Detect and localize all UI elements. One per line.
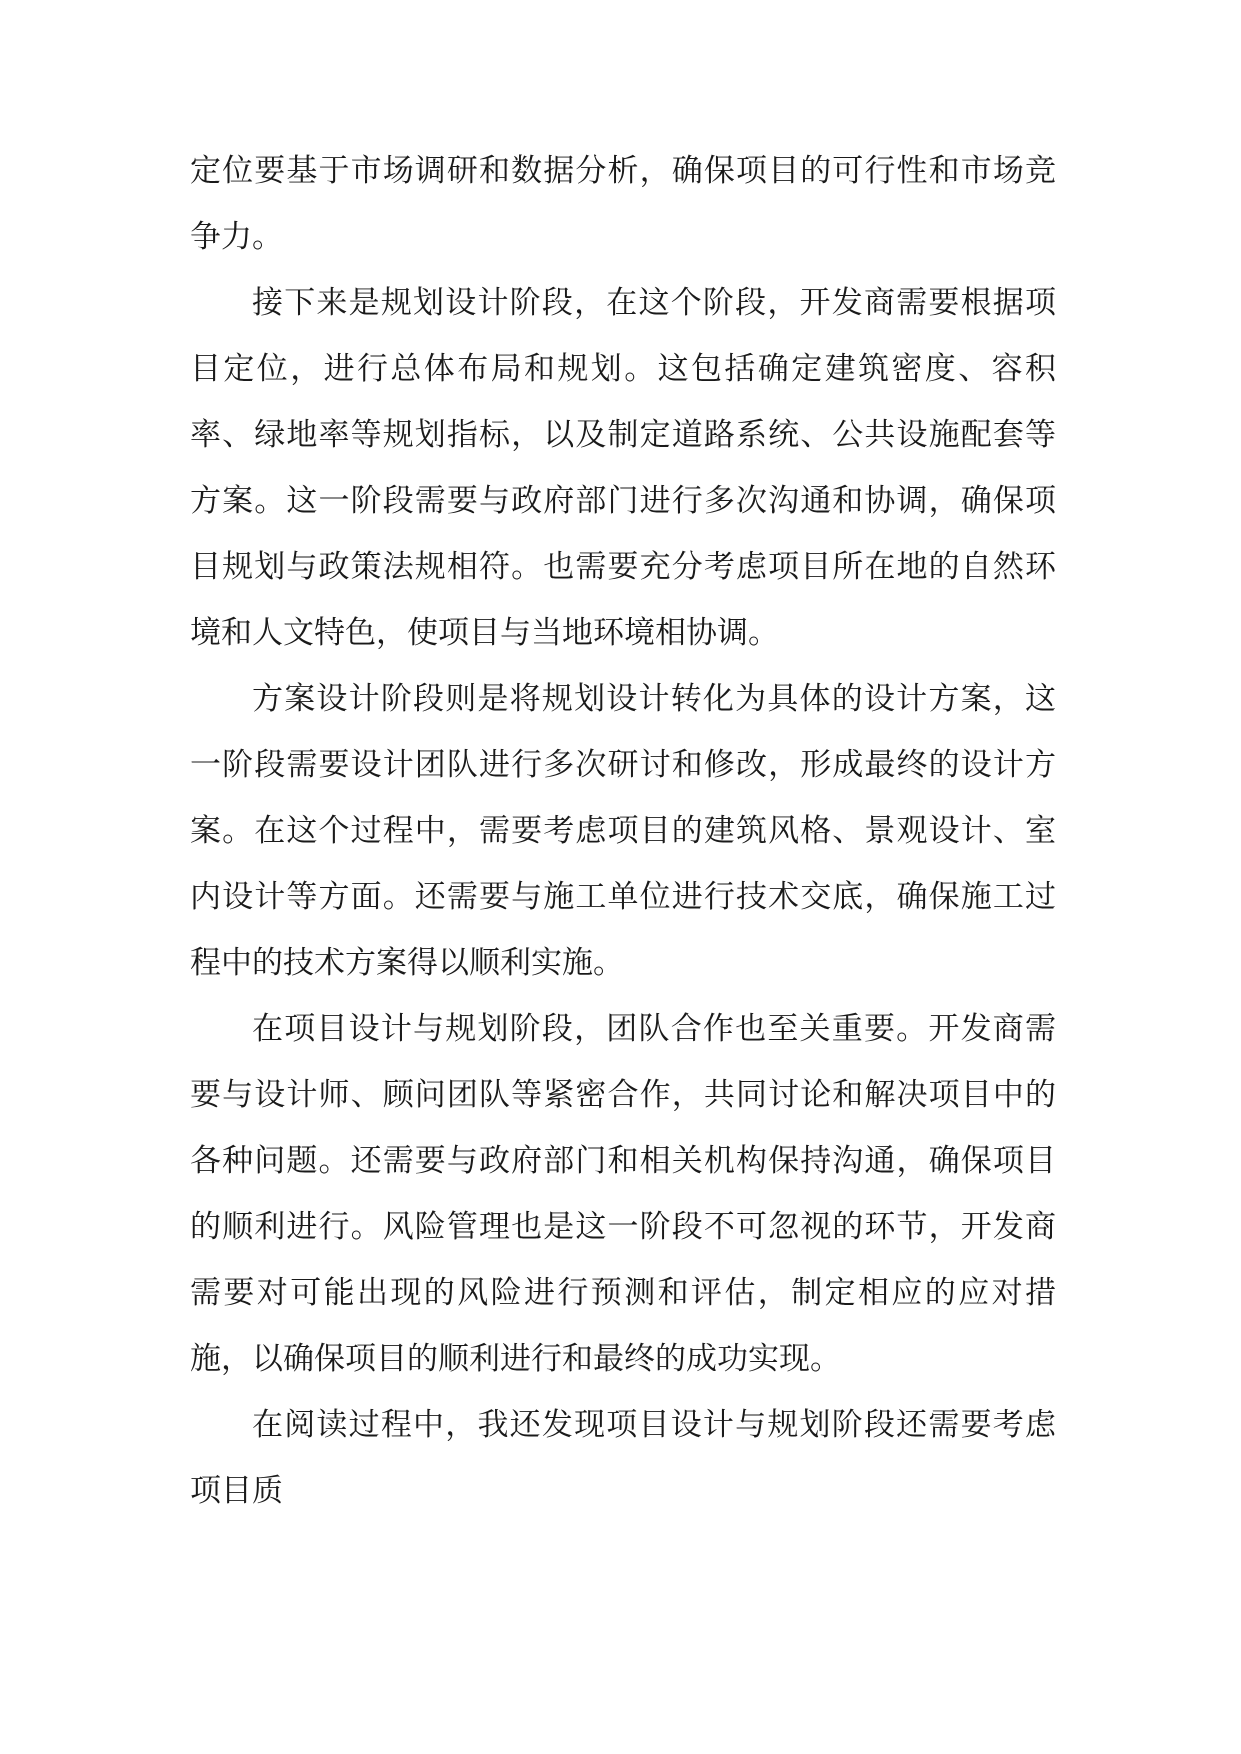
paragraph-3: 方案设计阶段则是将规划设计转化为具体的设计方案，这一阶段需要设计团队进行多次研讨和修改，形成最终的设计方案。在这个过程中，需要考虑项目的建筑风格、景观设计、室内设计等方面。还需要与施工单位进行技术交底，确保施工过程中的技术方案得以顺利实施。 [190,681,1056,981]
paragraph-2: 接下来是规划设计阶段，在这个阶段，开发商需要根据项目定位，进行总体布局和规划。这包括确定建筑密度、容积率、绿地率等规划指标，以及制定道路系统、公共设施配套等方案。这一阶段需要与政府部门进行多次沟通和协调，确保项目规划与政策法规相符。也需要充分考虑项目所在地的自然环境和人文特色，使项目与当地环境相协调。 [190,285,1056,651]
paragraph-4: 在项目设计与规划阶段，团队合作也至关重要。开发商需要与设计师、顾问团队等紧密合作，共同讨论和解决项目中的各种问题。还需要与政府部门和相关机构保持沟通，确保项目的顺利进行。风险管理也是这一阶段不可忽视的环节，开发商需要对可能出现的风险进行预测和评估，制定相应的应对措施，以确保项目的顺利进行和最终的成功实现。 [190,1011,1056,1377]
body-text [190,138,1056,1524]
paragraph-5: 在阅读过程中，我还发现项目设计与规划阶段还需要考虑项目质 [190,1407,1056,1509]
paragraph-1: 定位要基于市场调研和数据分析，确保项目的可行性和市场竞争力。 [190,153,1056,255]
